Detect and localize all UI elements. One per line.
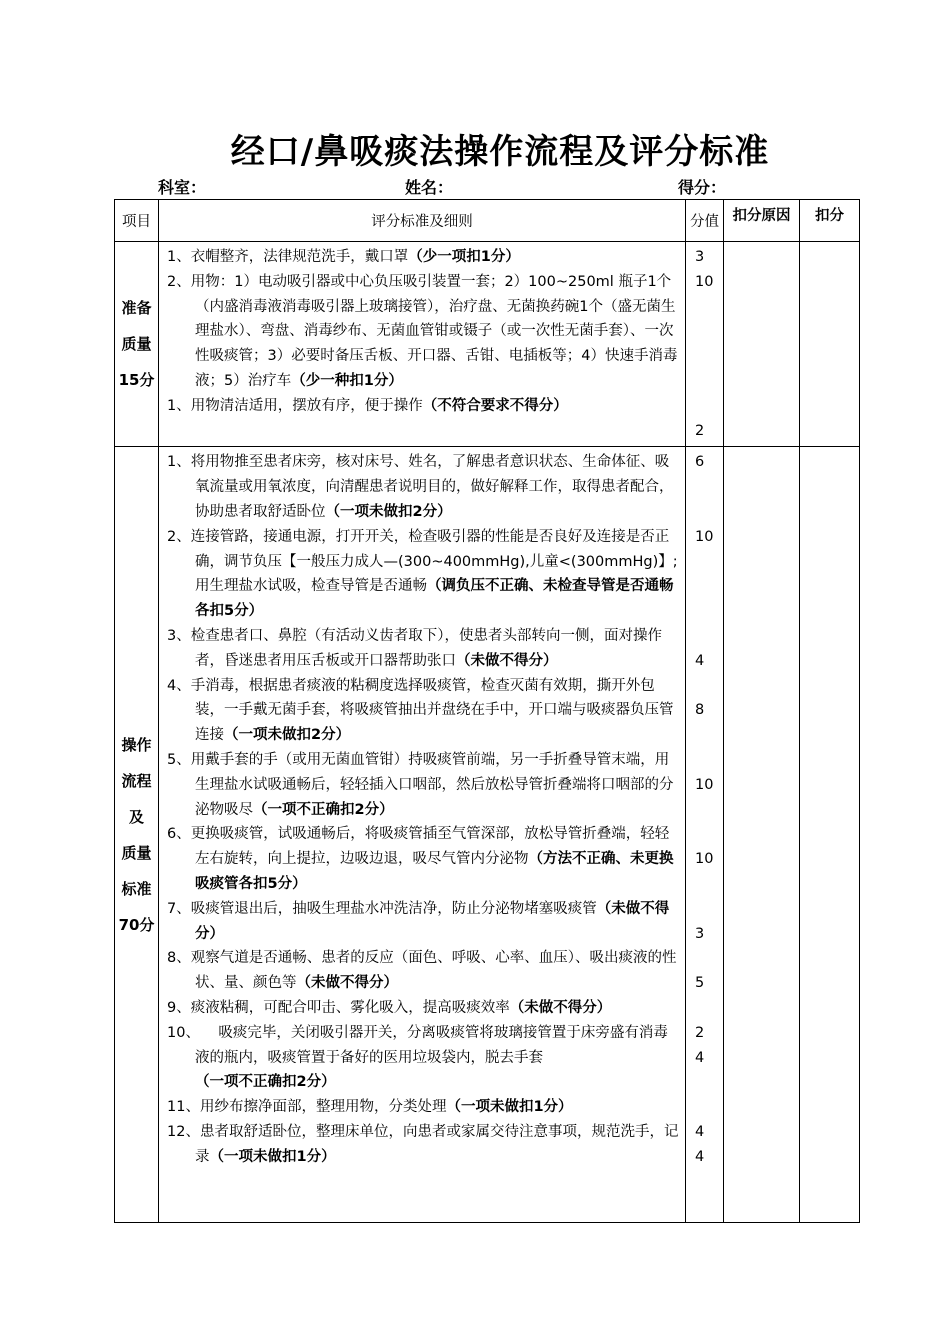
criteria-item xyxy=(167,748,679,822)
score-value: 3 xyxy=(695,925,705,942)
score-value: 2 xyxy=(695,1024,705,1041)
table-header-row xyxy=(115,200,860,242)
criteria-item xyxy=(167,674,679,748)
score-label: 得分： xyxy=(678,178,727,197)
score-value xyxy=(695,897,723,922)
col-header-item: 项目 xyxy=(115,200,159,242)
item-number: 8、 xyxy=(167,950,191,967)
name-label: 姓名： xyxy=(405,178,454,197)
item-number: 2、 xyxy=(167,273,191,290)
item-text: 连接管路，接通电源，打开开关，检查吸引器的性能是否良好及连接是否正确，调节负压【一般压力成人—(300~400mmHg),儿童<(300mmHg)】;用生理盐水试吸，检查导管是否通畅 xyxy=(190,528,678,595)
item-text: 用物：1）电动吸引器或中心负压吸引装置一套；2）100~250ml 瓶子1个（内盛消毒液消毒吸引器上玻璃接管），治疗盘、无菌换药碗1个（盛无菌生理盐水）、弯盘、消毒纱布、无菌血管钳或镊子（或一次性无菌手套）、一次性吸痰管；3）必要时备压舌板、开口器、舌钳、电插板等；4）快速手消毒液；5）治疗车 xyxy=(190,273,678,389)
score-value: 8 xyxy=(695,702,705,719)
score-value: 10 xyxy=(695,776,714,793)
score-value xyxy=(695,394,723,419)
deduct-reason-cell xyxy=(724,447,800,1223)
deduction-note: （一项未做扣1分） xyxy=(446,1099,573,1116)
item-text: 更换吸痰管，试吸通畅后，将吸痰管插至气管深部，放松导管折叠端，轻轻左右旋转，向上提拉，边吸边退，吸尽气管内分泌物 xyxy=(190,826,670,868)
deduction-note: （一项未做扣2分） xyxy=(224,727,351,744)
score-value xyxy=(695,295,723,320)
deduct-cell xyxy=(800,447,860,1223)
item-text: 用戴手套的手（或用无菌血管钳）持吸痰管前端，另一手折叠导管末端，用生理盐水试吸通畅后，轻轻插入口咽部，然后放松导管折叠端将口咽部的分泌物吸尽 xyxy=(190,751,674,818)
score-value xyxy=(695,748,723,773)
deduct-cell xyxy=(800,242,860,447)
item-number: 10、 xyxy=(167,1024,200,1041)
category-label-line: 标准 xyxy=(121,879,152,898)
criteria-item xyxy=(167,1021,679,1095)
col-header-points: 分值 xyxy=(686,200,724,242)
category-label-line: 准备 xyxy=(121,299,152,318)
deduction-note: （少一种扣1分） xyxy=(291,372,403,389)
deduction-note: （不符合要求不得分） xyxy=(422,397,568,414)
item-number: 7、 xyxy=(167,900,191,917)
item-text: 吸痰管退出后，抽吸生理盐水冲洗洁净，防止分泌物堵塞吸痰管 xyxy=(190,900,597,917)
section-scores xyxy=(686,242,724,447)
criteria-item xyxy=(167,822,679,896)
score-value: 3 xyxy=(695,249,705,265)
page-title: 经口/鼻吸痰法操作流程及评分标准 xyxy=(230,132,770,172)
deduction-note: （调负压不正确、未检查导管是否通畅各扣5分） xyxy=(195,578,674,620)
section-category xyxy=(115,447,159,1223)
deduct-reason-cell xyxy=(724,242,800,447)
category-label-line: 操作 xyxy=(121,735,152,754)
section-items xyxy=(159,447,686,1223)
item-number: 11、 xyxy=(167,1099,200,1116)
section-row xyxy=(115,242,860,447)
item-text: 用纱布擦净面部，整理用物，分类处理 xyxy=(199,1099,447,1116)
deduction-note: （少一项扣1分） xyxy=(408,249,520,265)
item-number: 2、 xyxy=(167,528,191,545)
criteria-item xyxy=(167,1120,679,1170)
deduction-note: （未做不得分） xyxy=(509,999,612,1016)
score-value xyxy=(695,574,723,599)
score-value xyxy=(695,1194,723,1219)
item-number: 5、 xyxy=(167,751,191,768)
score-value xyxy=(695,1169,723,1194)
item-text: 患者取舒适卧位，整理床单位，向患者或家属交待注意事项，规范洗手，记录 xyxy=(195,1123,679,1165)
deduction-note: （一项未做扣1分） xyxy=(209,1148,336,1165)
score-value xyxy=(695,798,723,823)
criteria-item xyxy=(167,525,679,624)
deduction-note: （一项不正确扣2分） xyxy=(253,801,394,818)
score-value: 4 xyxy=(695,1123,705,1140)
col-header-deduct: 扣分 xyxy=(800,200,860,242)
category-label-line: 15分 xyxy=(118,371,155,390)
score-value: 5 xyxy=(695,975,705,992)
category-label-line: 质量 xyxy=(121,335,152,354)
score-value: 4 xyxy=(695,1049,705,1066)
criteria-item xyxy=(167,624,679,674)
category-label-line: 流程 xyxy=(121,771,152,790)
criteria-item xyxy=(167,450,679,524)
score-value xyxy=(695,1095,723,1120)
item-text: 手消毒，根据患者痰液的粘稠度选择吸痰管，检查灭菌有效期，撕开外包装，一手戴无菌手套，将吸痰管抽出并盘绕在手中，开口端与吸痰器负压管连接 xyxy=(190,677,674,744)
score-value xyxy=(695,996,723,1021)
category-label-line: 70分 xyxy=(118,915,155,934)
score-value: 10 xyxy=(695,273,714,290)
col-header-criteria: 评分标准及细则 xyxy=(159,200,686,242)
score-value xyxy=(695,723,723,748)
item-number: 3、 xyxy=(167,627,191,644)
item-number: 12、 xyxy=(167,1123,200,1140)
item-text: 衣帽整齐，法律规范洗手，戴口罩 xyxy=(190,249,409,265)
score-value xyxy=(695,822,723,847)
score-value xyxy=(695,319,723,344)
item-number: 1、 xyxy=(167,454,191,471)
score-value: 4 xyxy=(695,652,705,669)
score-value: 4 xyxy=(695,1148,705,1165)
deduction-note: （一项不正确扣2分） xyxy=(195,1074,336,1091)
score-value xyxy=(695,946,723,971)
deduction-note: （未做不得分） xyxy=(195,900,670,942)
criteria-item xyxy=(167,245,679,270)
score-value xyxy=(695,475,723,500)
item-number: 1、 xyxy=(167,397,191,414)
score-value xyxy=(695,550,723,575)
criteria-item xyxy=(167,897,679,947)
score-value: 2 xyxy=(695,422,705,439)
item-number: 9、 xyxy=(167,999,191,1016)
criteria-item xyxy=(167,394,679,419)
score-value xyxy=(695,599,723,624)
item-number: 6、 xyxy=(167,826,191,843)
score-value xyxy=(695,500,723,525)
item-text: 吸痰完毕，关闭吸引器开关，分离吸痰管将玻璃接管置于床旁盛有消毒液的瓶内，吸痰管置于备好的医用垃圾袋内，脱去手套 xyxy=(195,1024,668,1066)
criteria-item xyxy=(167,946,679,996)
deduction-note: （未做不得分） xyxy=(296,975,398,992)
item-text: 检查患者口、鼻腔（有活动义齿者取下），使患者头部转向一侧，面对操作者，昏迷患者用压舌板或开口器帮助张口 xyxy=(190,627,662,669)
deduction-note: （一项未做扣2分） xyxy=(325,503,452,520)
item-number: 4、 xyxy=(167,677,191,694)
criteria-item xyxy=(167,270,679,394)
category-label-line: 质量 xyxy=(121,843,152,862)
category-label-line: 及 xyxy=(128,807,144,826)
score-value xyxy=(695,369,723,394)
score-value xyxy=(695,624,723,649)
section-category xyxy=(115,242,159,447)
score-value: 6 xyxy=(695,454,705,471)
dept-label: 科室： xyxy=(158,178,207,197)
criteria-item xyxy=(167,1095,679,1120)
score-value xyxy=(695,344,723,369)
deduction-note: （未做不得分） xyxy=(456,652,558,669)
item-text: 将用物推至患者床旁，核对床号、姓名，了解患者意识状态、生命体征、吸氧流量或用氧浓度，向清醒患者说明目的，做好解释工作，取得患者配合，协助患者取舒适卧位 xyxy=(190,454,674,520)
item-text: 用物清洁适用，摆放有序，便于操作 xyxy=(190,397,423,414)
scoring-table xyxy=(114,199,860,1223)
score-value xyxy=(695,1070,723,1095)
section-items xyxy=(159,242,686,447)
item-number: 1、 xyxy=(167,249,191,265)
score-value: 10 xyxy=(695,528,714,545)
score-value xyxy=(695,872,723,897)
item-text: 观察气道是否通畅、患者的反应（面色、呼吸、心率、血压）、吸出痰液的性状、量、颜色等 xyxy=(190,950,677,992)
section-row xyxy=(115,447,860,1223)
item-text: 痰液粘稠，可配合叩击、雾化吸入，提高吸痰效率 xyxy=(190,999,510,1016)
col-header-deduct-reason: 扣分原因 xyxy=(724,200,800,242)
score-value: 10 xyxy=(695,851,714,868)
score-value xyxy=(695,674,723,699)
section-scores xyxy=(686,447,724,1223)
criteria-item xyxy=(167,996,679,1021)
deduction-note: （方法不正确、未更换吸痰管各扣5分） xyxy=(195,851,674,892)
